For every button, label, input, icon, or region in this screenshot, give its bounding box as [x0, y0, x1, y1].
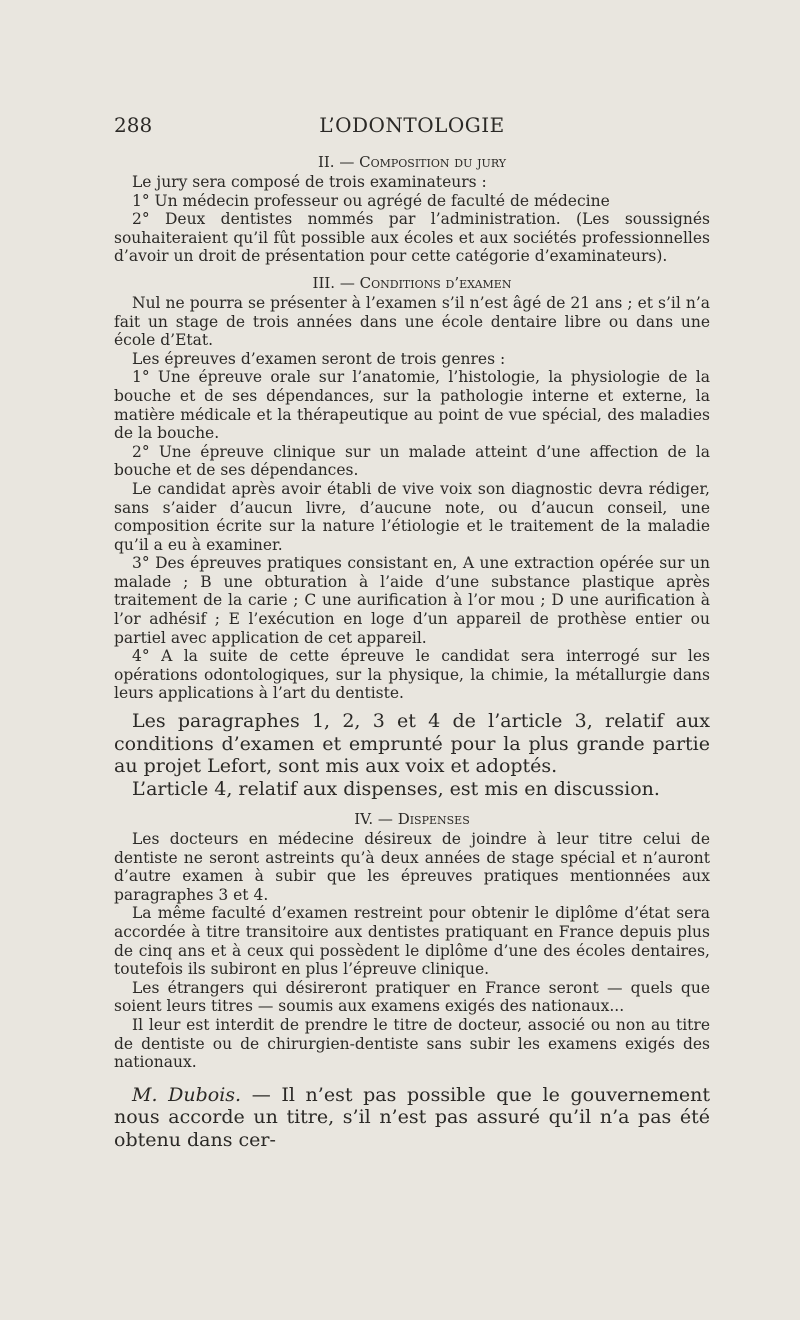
resolution-paragraph: Les paragraphes 1, 2, 3 et 4 de l’article 3, relatif aux conditions d’examen et emprunté pour la plus grande partie au projet Lefort, sont mis aux voix et adoptés. [114, 710, 710, 778]
page-body [114, 151, 710, 1151]
paragraph: 1° Une épreuve orale sur l’anatomie, l’histologie, la physiologie de la bouche et de ses dépendances, sur la pathologie interne et externe, la matière médicale et la thérapeutique au point de vue spécial, des maladies de la bouche. [114, 368, 710, 443]
paragraph: 1° Un médecin professeur ou agrégé de faculté de médecine [132, 191, 610, 210]
section-number: III. — [312, 273, 355, 292]
section-number: II. — [317, 153, 355, 171]
section-heading-composition [114, 151, 710, 173]
resolution-paragraph: L’article 4, relatif aux dispenses, est mis en discussion. [132, 777, 660, 800]
running-title: L’ODONTOLOGIE [319, 113, 505, 137]
page-number: 288 [114, 113, 153, 137]
section-title: Composition du jury [359, 153, 507, 171]
paragraph: La même faculté d’examen restreint pour obtenir le diplôme d’état sera accordée à titre transitoire aux dentistes pratiquant en France depuis plus de cinq ans et à ceux qui possèdent le diplôme d’une des écoles dentaires, toutefois ils subiront en plus l’épreuve clinique. [114, 904, 710, 979]
paragraph: 2° Une épreuve clinique sur un malade atteint d’une affection de la bouche et de ses dépendances. [114, 442, 710, 480]
section-title: Conditions d’examen [359, 273, 512, 292]
paragraph: 4° A la suite de cette épreuve le candidat sera interrogé sur les opérations odontologiques, sur la physique, la chimie, la métallurgie dans leurs applications à l’art du dentiste. [114, 647, 710, 703]
page-header [114, 113, 710, 139]
paragraph: Nul ne pourra se présenter à l’examen s’il n’est âgé de 21 ans ; et s’il n’a fait un stage de trois années dans une école dentaire libre ou dans une école d’Etat. [114, 293, 710, 350]
paragraph: Il leur est interdit de prendre le titre de docteur, associé ou non au titre de dentiste ou de chirurgien-dentiste sans subir les examens exigés des nationaux. [114, 1015, 710, 1072]
section-title: Dispenses [397, 810, 470, 829]
speaker-name: M. Dubois. [132, 1083, 242, 1106]
paragraph: Les épreuves d’examen seront de trois genres : [132, 349, 506, 368]
speech-text: — Il n’est pas possible que le gouvernement nous accorde un titre, s’il n’est pas assuré qu’il n’a pas été obtenu dans cer- [114, 1083, 710, 1151]
paragraph: 3° Des épreuves pratiques consistant en, A une extraction opérée sur un malade ; B une obturation à l’aide d’une substance plastique après traitement de la carie ; C une aurification à l’or mou ; D une aurification à l’or adhésif ; E l’exécution en loge d’un appareil de prothèse entier ou partiel avec application de cet appareil. [114, 554, 710, 647]
paragraph: Le candidat après avoir établi de vive voix son diagnostic devra rédiger, sans s’aider d’aucun livre, d’aucune note, ou d’aucun conseil, une composition écrite sur la nature l’étiologie et le traitement de la maladie qu’il a eu à examiner. [114, 479, 710, 554]
paragraph: Le jury sera composé de trois examinateurs : [132, 173, 487, 191]
paragraph: Les docteurs en médecine désireux de joindre à leur titre celui de dentiste ne seront astreints qu’à deux années de stage spécial et n’auront d’autre examen à subir que les épreuves pratiques mentionnées aux paragraphes 3 et 4. [114, 830, 710, 904]
section-number: IV. — [354, 810, 393, 829]
paragraph: Les étrangers qui désireront pratiquer en France seront — quels que soient leurs titres — soumis aux examens exigés des nationaux... [114, 978, 710, 1016]
section-heading-dispenses [114, 808, 710, 830]
section-heading-conditions [114, 272, 710, 294]
paragraph: 2° Deux dentistes nommés par l’administration. (Les soussignés souhaiteraient qu’il fût possible aux écoles et aux sociétés professionnelles d’avoir un droit de présentation pour cette catégorie d’examinateurs). [114, 210, 710, 266]
closing-paragraph [114, 1084, 710, 1152]
